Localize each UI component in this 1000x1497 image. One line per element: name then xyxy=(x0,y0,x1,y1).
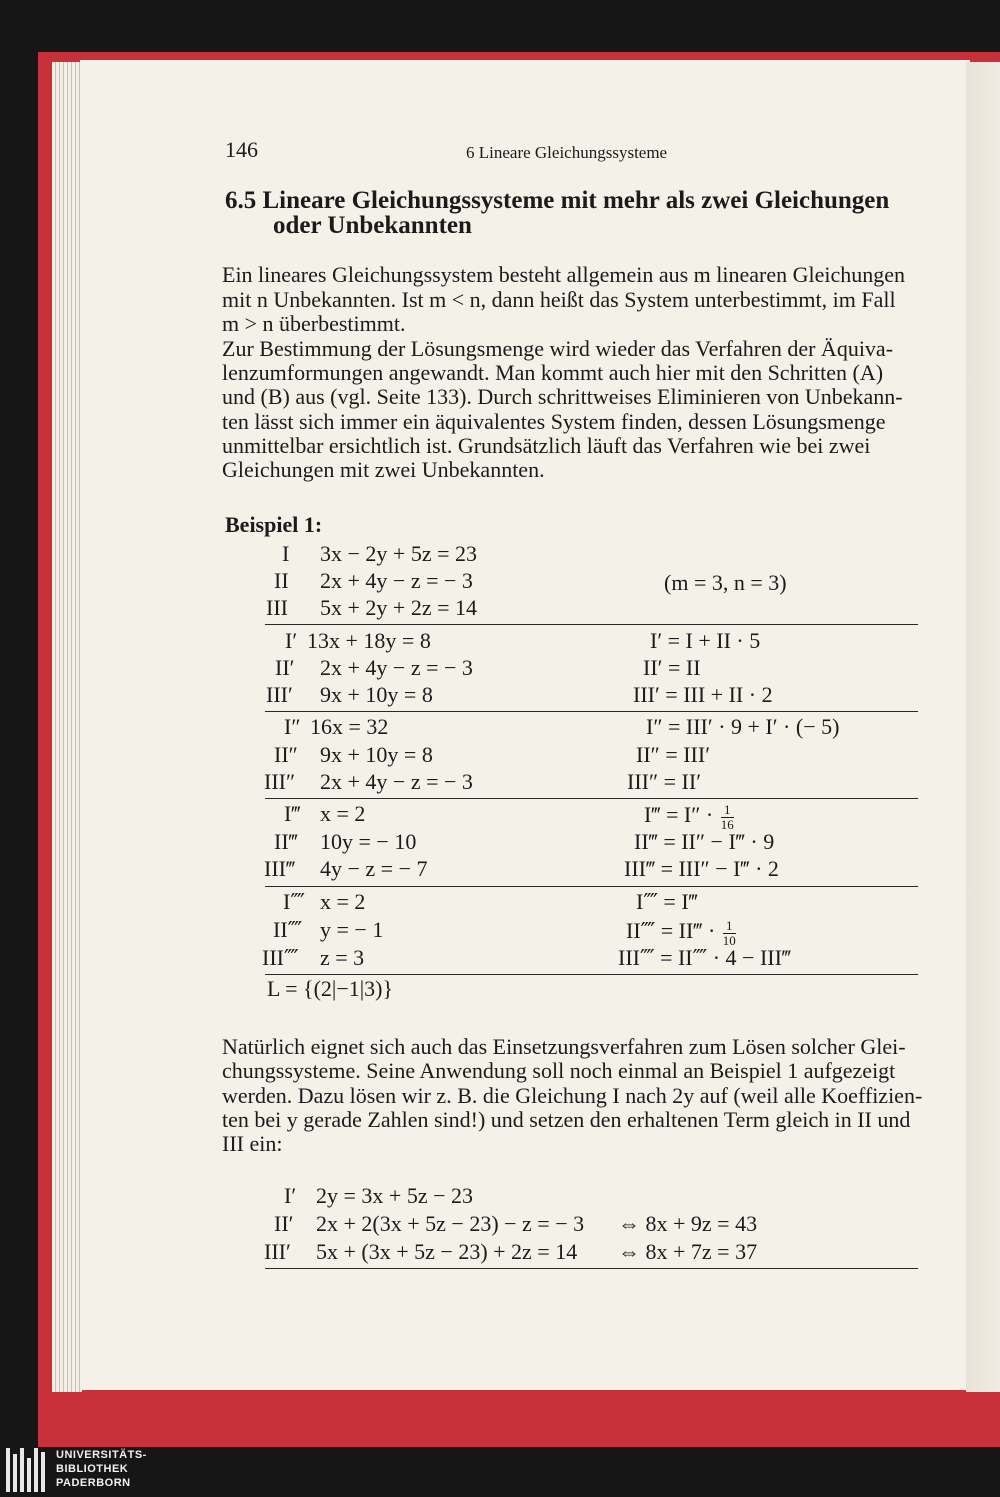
eq-label: I″ xyxy=(284,714,301,739)
paragraph-line: werden. Dazu lösen wir z. B. die Gleichung I nach 2y auf (weil alle Koeffizien- xyxy=(222,1083,923,1108)
page-edges xyxy=(52,62,82,1392)
eq-label: I′ xyxy=(284,1183,297,1208)
equation: 9x + 10y = 8 xyxy=(320,682,433,707)
equation: 2y = 3x + 5z − 23 xyxy=(316,1183,473,1208)
divider xyxy=(265,624,918,625)
operation: II″ = III′ xyxy=(636,742,711,767)
operation: II′ = II xyxy=(643,655,701,680)
operation xyxy=(644,803,734,831)
paragraph-line: Natürlich eignet sich auch das Einsetzungsverfahren zum Lösen solcher Glei- xyxy=(222,1034,906,1059)
divider xyxy=(265,974,918,975)
equation: z = 3 xyxy=(320,945,365,970)
eq-label: II″ xyxy=(274,742,298,767)
equation: x = 2 xyxy=(320,801,366,826)
library-logo-icon xyxy=(6,1448,48,1492)
paragraph-line: und (B) aus (vgl. Seite 133). Durch schrittweises Eliminieren von Unbekann- xyxy=(222,384,903,409)
divider xyxy=(265,798,918,799)
equation: 13x + 18y = 8 xyxy=(307,628,431,653)
equation: 2x + 4y − z = − 3 xyxy=(320,769,473,794)
paragraph-line: chungssysteme. Seine Anwendung soll noch einmal an Beispiel 1 aufgezeigt xyxy=(222,1058,896,1083)
running-title: 6 Lineare Gleichungssysteme xyxy=(466,143,668,162)
operation: I⁗ = I‴ xyxy=(636,889,698,914)
divider xyxy=(265,711,918,712)
section-title-line1: 6.5 Lineare Gleichungssysteme mit mehr als zwei Gleichungen xyxy=(225,187,890,214)
eq-label: II′ xyxy=(275,655,295,680)
paragraph-line: Gleichungen mit zwei Unbekannten. xyxy=(222,457,545,482)
operation: I″ = III′ · 9 + I′ · (− 5) xyxy=(646,714,840,739)
system-size-note: (m = 3, n = 3) xyxy=(664,570,787,595)
equation: x = 2 xyxy=(320,889,366,914)
paragraph-line: ten bei y gerade Zahlen sind!) und setzen den erhaltenen Term gleich in II und xyxy=(222,1107,911,1132)
operation: III″ = II′ xyxy=(627,769,702,794)
equivalent-result: ⇔ 8x + 7z = 37 xyxy=(618,1239,758,1264)
operation: III‴ = III″ − I‴ · 2 xyxy=(624,856,779,881)
equation: 10y = − 10 xyxy=(320,829,417,854)
library-logo xyxy=(6,1446,206,1494)
equation: 16x = 32 xyxy=(310,714,389,739)
library-name-line3: PADERBORN xyxy=(56,1477,131,1489)
eq-label: I′ xyxy=(285,628,298,653)
equation: 2x + 2(3x + 5z − 23) − z = − 3 xyxy=(316,1211,585,1236)
eq-label: III″ xyxy=(264,769,296,794)
section-title-line2: oder Unbekannten xyxy=(273,212,472,239)
eq-label: III xyxy=(266,595,288,620)
page-number: 146 xyxy=(225,137,258,162)
eq-label: III⁗ xyxy=(262,945,299,970)
fraction-one-tenth: $\frac{1}{10}$ xyxy=(722,918,736,948)
operation-text: II⁗ = II‴ · xyxy=(626,918,716,944)
operation xyxy=(626,919,736,947)
divider xyxy=(265,886,918,887)
paragraph-line: m > n überbestimmt. xyxy=(222,311,406,336)
divider xyxy=(265,1268,918,1269)
example-heading: Beispiel 1: xyxy=(225,512,323,537)
fraction-one-sixteenth: $\frac{1}{16}$ xyxy=(720,802,734,832)
operation: III⁗ = II⁗ · 4 − III‴ xyxy=(618,945,792,970)
paragraph-line: Ein lineares Gleichungssystem besteht allgemein aus m linearen Gleichungen xyxy=(222,262,906,287)
equation: 2x + 4y − z = − 3 xyxy=(320,655,473,680)
paragraph-line: Zur Bestimmung der Lösungsmenge wird wieder das Verfahren der Äquiva- xyxy=(222,336,894,361)
equation: 5x + (3x + 5z − 23) + 2z = 14 xyxy=(316,1239,578,1264)
equation: 4y − z = − 7 xyxy=(320,856,428,881)
operation: I′ = I + II · 5 xyxy=(650,628,761,653)
eq-label: III′ xyxy=(266,682,293,707)
operation: II‴ = II″ − I‴ · 9 xyxy=(634,829,775,854)
eq-label: I xyxy=(282,541,290,566)
eq-label: III′ xyxy=(264,1239,291,1264)
equation: 9x + 10y = 8 xyxy=(320,742,433,767)
equation: 3x − 2y + 5z = 23 xyxy=(320,541,477,566)
eq-label: II‴ xyxy=(274,829,298,854)
equivalent-result: ⇔ 8x + 9z = 43 xyxy=(618,1211,758,1236)
library-name-line1: UNIVERSITÄTS- xyxy=(56,1449,147,1461)
paragraph-line: mit n Unbekannten. Ist m < n, dann heißt das System unterbestimmt, im Fall xyxy=(222,287,896,312)
equation: 5x + 2y + 2z = 14 xyxy=(320,595,477,620)
eq-label: II xyxy=(274,568,289,593)
paragraph-line: III ein: xyxy=(222,1131,283,1156)
equation: 2x + 4y − z = − 3 xyxy=(320,568,473,593)
solution-set: L = {(2|−1|3)} xyxy=(267,976,394,1001)
operation-text: I‴ = I″ · xyxy=(644,802,714,828)
eq-label: I⁗ xyxy=(283,889,305,914)
paragraph-line: ten lässt sich immer ein äquivalentes System finden, dessen Lösungsmenge xyxy=(222,409,886,434)
equation: y = − 1 xyxy=(320,917,384,942)
eq-label: I‴ xyxy=(284,801,301,826)
paragraph-line: lenzumformungen angewandt. Man kommt auch hier mit den Schritten (A) xyxy=(222,360,884,385)
eq-label: III‴ xyxy=(264,856,296,881)
book-spine xyxy=(966,62,1000,1392)
operation: III′ = III + II · 2 xyxy=(633,682,773,707)
library-name-line2: BIBLIOTHEK xyxy=(56,1463,129,1475)
eq-label: II⁗ xyxy=(273,917,303,942)
paragraph-line: unmittelbar ersichtlich ist. Grundsätzlich läuft das Verfahren wie bei zwei xyxy=(222,433,871,458)
eq-label: II′ xyxy=(274,1211,294,1236)
